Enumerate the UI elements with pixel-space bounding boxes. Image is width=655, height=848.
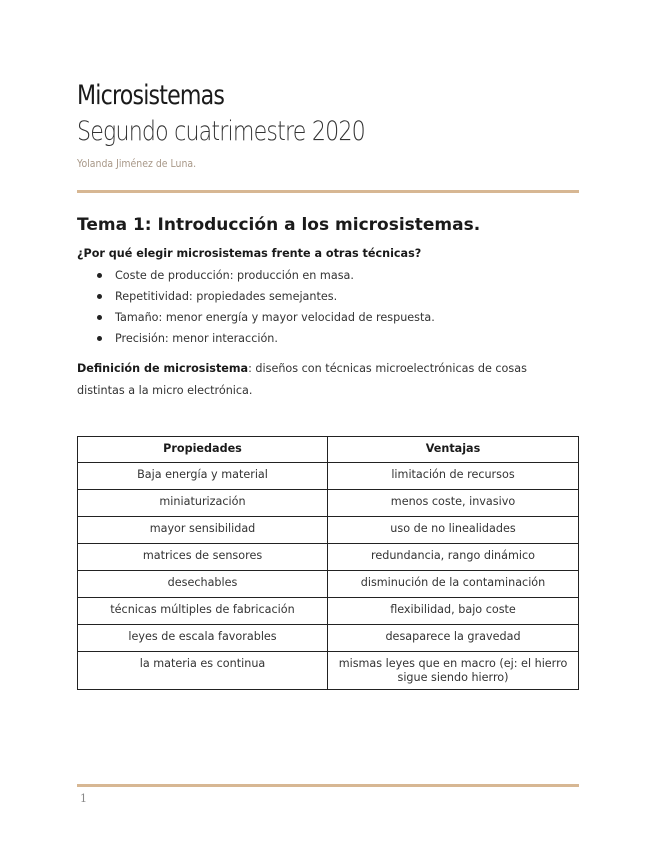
table-row <box>78 517 579 544</box>
footer-divider <box>77 784 579 787</box>
table-row <box>78 625 579 652</box>
table-cell: miniaturización <box>78 490 328 517</box>
table-cell: redundancia, rango dinámico <box>328 544 579 571</box>
definition-text: : diseños con técnicas microelectrónicas de cosas distintas a la micro electrónica. <box>77 362 527 397</box>
table-cell: matrices de sensores <box>78 544 328 571</box>
document-title: Microsistemas <box>77 80 225 111</box>
table-cell: leyes de escala favorables <box>78 625 328 652</box>
table-header-row <box>78 437 579 463</box>
table-row <box>78 571 579 598</box>
header-divider <box>77 190 579 193</box>
section-question: ¿Por qué elegir microsistemas frente a otras técnicas? <box>77 247 422 260</box>
table-cell: limitación de recursos <box>328 463 579 490</box>
table-cell: técnicas múltiples de fabricación <box>78 598 328 625</box>
list-item: Coste de producción: producción en masa. <box>96 265 435 286</box>
list-item: Precisión: menor interacción. <box>96 328 435 349</box>
table-cell: mismas leyes que en macro (ej: el hierro sigue siendo hierro) <box>328 652 579 690</box>
table-cell: la materia es continua <box>78 652 328 690</box>
table-row <box>78 544 579 571</box>
table-cell: Baja energía y material <box>78 463 328 490</box>
column-header-advantages: Ventajas <box>328 437 579 463</box>
definition-paragraph <box>77 358 577 402</box>
document-subtitle: Segundo cuatrimestre 2020 <box>77 116 365 147</box>
list-item: Tamaño: menor energía y mayor velocidad de respuesta. <box>96 307 435 328</box>
bullet-list <box>96 265 435 349</box>
table-row <box>78 463 579 490</box>
table-cell: uso de no linealidades <box>328 517 579 544</box>
table-cell: disminución de la contaminación <box>328 571 579 598</box>
table-cell: desechables <box>78 571 328 598</box>
column-header-properties: Propiedades <box>78 437 328 463</box>
table-row <box>78 652 579 690</box>
section-heading: Tema 1: Introducción a los microsistemas. <box>77 215 481 235</box>
properties-table <box>77 436 579 690</box>
list-item: Repetitividad: propiedades semejantes. <box>96 286 435 307</box>
table-cell: desaparece la gravedad <box>328 625 579 652</box>
table-row <box>78 490 579 517</box>
table-cell: menos coste, invasivo <box>328 490 579 517</box>
page-number: 1 <box>80 792 87 805</box>
table-cell: mayor sensibilidad <box>78 517 328 544</box>
table-row <box>78 598 579 625</box>
table-cell: flexibilidad, bajo coste <box>328 598 579 625</box>
definition-term: Definición de microsistema <box>77 362 249 375</box>
document-author: Yolanda Jiménez de Luna. <box>77 157 197 170</box>
